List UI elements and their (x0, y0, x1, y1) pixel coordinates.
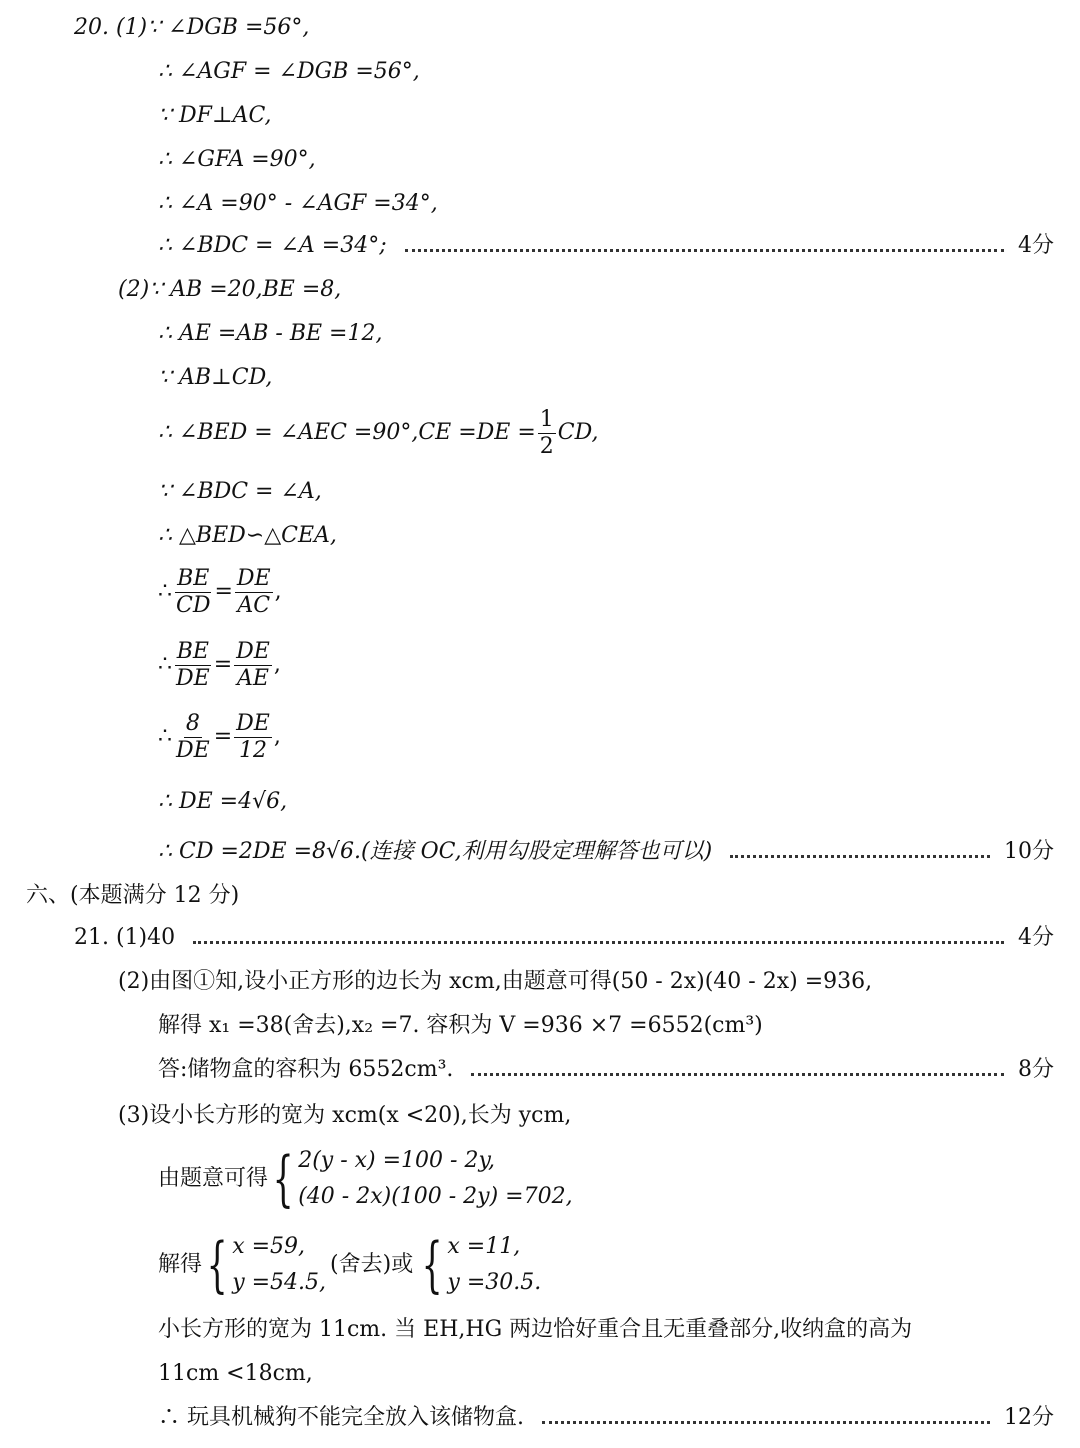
equation-solution (158, 1224, 541, 1306)
dot-leader (193, 941, 1004, 944)
line-text: (舍去)或 (330, 1252, 414, 1277)
line-text: ∴ ∠GFA =90°, (158, 147, 316, 172)
line-text: ∴ ∠AGF = ∠DGB =56°, (158, 59, 420, 84)
score-label: 4分 (1018, 233, 1054, 258)
equals-sign: = (213, 652, 233, 677)
denominator: DE (176, 737, 210, 763)
numerator: DE (236, 639, 270, 665)
line-with-score (74, 918, 1054, 958)
line-text: ∴ △BED∽△CEA, (158, 523, 337, 548)
line-text: ∴ CD =2DE =8√6.(连接 OC,利用勾股定理解答也可以) (158, 839, 713, 864)
line-text: 由题意可得 (158, 1166, 269, 1191)
numerator: 1 (539, 407, 554, 433)
line-ratio (158, 702, 281, 772)
fraction (174, 712, 212, 761)
score-label: 10分 (1004, 839, 1054, 864)
line-text: (2)∵ AB =20,BE =8, (118, 277, 342, 302)
line-text: 小长方形的宽为 11cm. 当 EH,HG 两边恰好重合且无重叠部分,收纳盒的高为 (158, 1317, 913, 1342)
dot-leader (405, 249, 1004, 252)
line-text: ∴ AE =AB - BE =12, (158, 321, 383, 346)
system-row: 2(y - x) =100 - 2y, (298, 1148, 495, 1173)
dot-leader (730, 855, 990, 858)
line-text: ∴ ∠BDC = ∠A =34°; (158, 233, 387, 258)
line (158, 96, 272, 136)
line-with-score (158, 832, 1054, 872)
line-text: ∴ (158, 724, 172, 749)
brace-system (417, 1229, 541, 1301)
fraction (235, 567, 273, 616)
line (158, 184, 438, 224)
score-label: 8分 (1018, 1057, 1054, 1082)
left-brace: { (421, 1230, 443, 1300)
line-text: ∴ DE =4√6, (158, 789, 288, 814)
equals-sign: = (213, 724, 233, 749)
equation-system (158, 1138, 573, 1220)
system-row: y =54.5, (232, 1270, 327, 1295)
denominator: AC (237, 592, 271, 618)
left-brace: { (206, 1230, 228, 1300)
line-text: 答:储物盒的容积为 6552cm³. (158, 1057, 454, 1082)
line-text: 21. (1)40 (74, 925, 176, 950)
line (158, 140, 316, 180)
left-brace: { (272, 1144, 294, 1214)
line-with-score (158, 226, 1054, 266)
line-text: ∴ ∠A =90° - ∠AGF =34°, (158, 191, 438, 216)
system-row: x =59, (232, 1234, 306, 1259)
line (158, 52, 420, 92)
denominator: AE (237, 665, 269, 691)
line-text: 解得 x₁ =38(舍去),x₂ =7. 容积为 V =936 ×7 =6552(cm³) (158, 1013, 763, 1038)
numerator: 8 (185, 711, 200, 737)
line-20-1 (74, 8, 309, 48)
line-text: ∵ AB⊥CD, (158, 365, 273, 390)
fraction (234, 712, 272, 761)
denominator: DE (176, 665, 210, 691)
line (158, 782, 287, 822)
line (158, 1310, 912, 1350)
line-text: , (274, 579, 282, 604)
score-label: 12分 (1004, 1405, 1054, 1430)
fraction (174, 640, 212, 689)
system-rows (298, 1143, 572, 1215)
dot-leader (542, 1421, 990, 1424)
line-text: ∴ (158, 579, 172, 604)
system-rows (232, 1229, 326, 1301)
system-rows (447, 1229, 541, 1301)
system-row: (40 - 2x)(100 - 2y) =702, (298, 1184, 573, 1209)
line-text: ∵ DF⊥AC, (158, 103, 272, 128)
line-text: , (273, 652, 281, 677)
system-row: x =11, (447, 1234, 521, 1259)
numerator: DE (236, 566, 271, 592)
brace-system (202, 1229, 326, 1301)
line-with-score (158, 1050, 1054, 1090)
line-text: ∴ 玩具机械狗不能完全放入该储物盒. (158, 1405, 524, 1430)
line (118, 962, 872, 1002)
denominator: 2 (539, 433, 554, 459)
numerator: BE (176, 639, 209, 665)
numerator: DE (236, 711, 270, 737)
line (158, 516, 337, 556)
line-ratio (158, 557, 282, 627)
line-with-score (158, 1398, 1054, 1438)
line-text: ∴ (158, 652, 172, 677)
line-text: 11cm <18cm, (158, 1361, 313, 1386)
system-row: y =30.5. (447, 1270, 542, 1295)
line-text: ∵ ∠BDC = ∠A, (158, 479, 322, 504)
denominator: 12 (238, 737, 267, 763)
line-text: ∴ ∠BED = ∠AEC =90°,CE =DE = (158, 420, 536, 445)
equals-sign: = (214, 579, 233, 604)
line-text: , (273, 724, 281, 749)
fraction (234, 640, 272, 689)
line-text: CD, (557, 420, 599, 445)
line (158, 314, 382, 354)
line-text: (3)设小长方形的宽为 xcm(x <20),长为 ycm, (118, 1103, 572, 1128)
line-20-2 (118, 270, 341, 310)
fraction (174, 567, 212, 616)
line (158, 358, 272, 398)
line (158, 1354, 313, 1394)
numerator: BE (177, 566, 210, 592)
line-text: 六、(本题满分 12 分) (26, 883, 240, 908)
score-label: 4分 (1018, 925, 1054, 950)
dot-leader (471, 1073, 1004, 1076)
line (158, 1006, 763, 1046)
line-fraction (158, 398, 598, 468)
line (158, 472, 322, 512)
brace-system (268, 1143, 573, 1215)
fraction (538, 408, 556, 457)
line-text: 解得 (158, 1252, 203, 1277)
line-ratio (158, 630, 281, 700)
section-heading (26, 876, 239, 916)
line-text: 20. (1)∵ ∠DGB =56°, (74, 15, 310, 40)
line-text: (2)由图①知,设小正方形的边长为 xcm,由题意可得(50 - 2x)(40 - 2x) =936, (118, 969, 873, 994)
denominator: CD (176, 592, 211, 618)
line (118, 1096, 571, 1136)
